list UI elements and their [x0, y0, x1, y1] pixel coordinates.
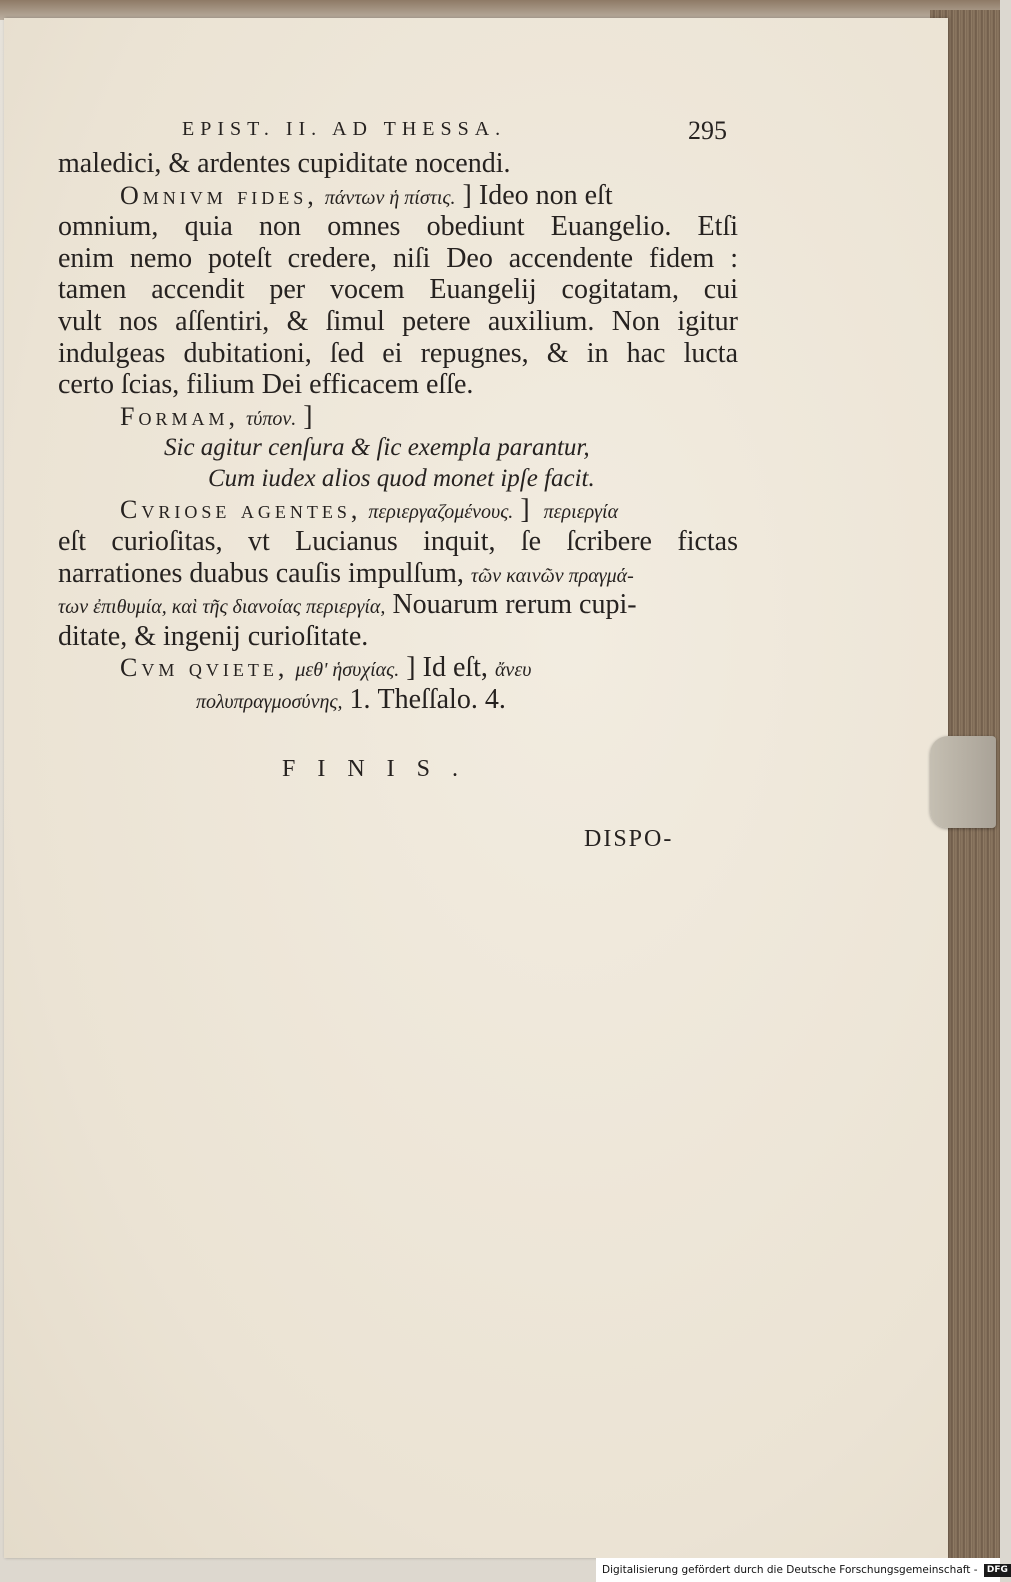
text-line: ditate, & ingenij curioſitate.: [58, 620, 369, 652]
text-line: maledici, & ardentes cupiditate nocendi.: [58, 148, 511, 179]
greek-text: πάντων ἡ πίστις.: [324, 186, 456, 209]
lemma-line: [58, 494, 738, 526]
footer-text: Digitalisierung gefördert durch die Deutsche Forschungsgemeinschaft -: [602, 1564, 978, 1576]
greek-text: μεθ' ἡσυχίας.: [295, 659, 400, 682]
greek-text: πολυπραγμοσύνης,: [196, 690, 343, 713]
text-line: [58, 558, 738, 590]
text-line: indulgeas dubitationi, ſed ei repugnes, & in hac lucta: [58, 337, 738, 369]
text-line: enim nemo poteſt credere, niſi Deo accendente fidem :: [58, 242, 738, 274]
text-line: omnium, quia non omnes obediunt Euangelio. Etſi: [58, 211, 738, 243]
catchword: DISPO-: [584, 825, 674, 852]
text-span: Nouarum rerum cupi-: [392, 589, 637, 621]
finis-heading: FINIS.: [282, 755, 481, 782]
text-span: narrationes duabus cauſis impulſum,: [58, 557, 464, 589]
lemma: Cvriose agentes,: [120, 495, 362, 525]
text-line: eſt curioſitas, vt Lucianus inquit, ſe ſcribere fictas: [58, 525, 738, 557]
bracket: ]: [303, 400, 313, 432]
dfg-logo: DFG: [984, 1564, 1011, 1577]
bookmark-tab: [930, 736, 996, 828]
bracket: ]: [520, 494, 530, 526]
running-head: [58, 112, 738, 148]
lemma-line: [58, 652, 738, 684]
text-span: 1. Theſſalo. 4.: [349, 683, 506, 715]
lemma: Cvm qviete,: [120, 653, 289, 683]
text-span: ] Ideo non eſt: [462, 179, 613, 211]
running-title: EPIST. II. AD THESSA.: [182, 118, 507, 140]
digitization-footer: [596, 1558, 1008, 1582]
book-top-edge: [0, 0, 1000, 20]
page-number: 295: [688, 116, 727, 145]
greek-text: ἄνευ: [494, 659, 532, 682]
text-line: certo ſcias, filium Dei efficacem eſſe.: [58, 369, 474, 401]
page-content: [58, 112, 738, 853]
text-line: [58, 589, 738, 621]
greek-text: τῶν καινῶν πραγμά-: [470, 564, 634, 587]
verse-line: Cum iudex alios quod monet ipſe facit.: [208, 465, 595, 493]
lemma: Formam,: [120, 401, 239, 431]
verse-line: Sic agitur cenſura & ſic exempla parantur,: [164, 434, 590, 462]
lemma-line: [58, 180, 738, 212]
greek-text: των ἐπιθυμία, καὶ τῆς διανοίας περιεργία,: [58, 596, 386, 619]
text-line: vult nos aſſentiri, & ſimul petere auxilium. Non igitur: [58, 305, 738, 337]
lemma-line: [58, 401, 738, 433]
text-line: tamen accendit per vocem Euangelij cogitatam, cui: [58, 274, 738, 306]
greek-text: τύπον.: [245, 407, 297, 430]
greek-text: περιεργία: [543, 501, 619, 524]
greek-text: περιεργαζομένους.: [368, 501, 514, 524]
lemma: Omnivm fides,: [120, 180, 318, 210]
text-span: ] Id eſt,: [406, 652, 488, 684]
text-line: [58, 684, 738, 716]
